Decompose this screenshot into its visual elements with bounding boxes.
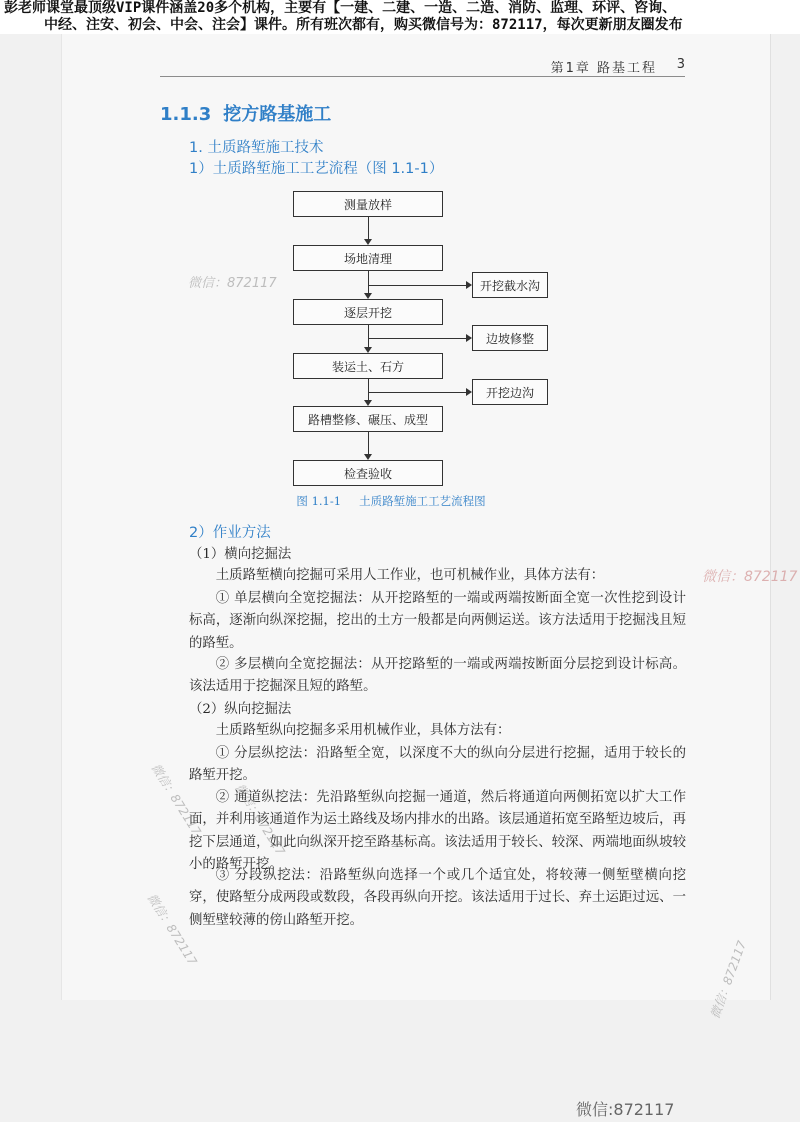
section-title: 挖方路基施工 <box>223 104 332 125</box>
subsection-heading: 1. 土质路堑施工技术 <box>189 140 324 156</box>
ad-banner <box>0 0 800 34</box>
flow-arrow <box>466 334 472 342</box>
flow-arrow <box>364 347 372 353</box>
flow-connector <box>368 217 369 239</box>
flow-step: 路槽整修、碾压、成型 <box>293 406 443 432</box>
flow-arrow <box>364 400 372 406</box>
flow-step: 场地清理 <box>293 245 443 271</box>
flow-side-step: 边坡修整 <box>472 325 548 351</box>
watermark: 微信：872117 <box>144 891 200 968</box>
flow-step: 测量放样 <box>293 191 443 217</box>
watermark: 微信：872117 <box>148 761 204 838</box>
flow-arrow <box>466 388 472 396</box>
page-number: 3 <box>676 57 685 72</box>
watermark: 微信：872117 <box>707 938 750 1021</box>
running-header <box>160 56 685 77</box>
flow-step: 检查验收 <box>293 460 443 486</box>
figure-title: 土质路堑施工工艺流程图 <box>359 494 486 508</box>
flow-arrow <box>364 454 372 460</box>
flow-arrow <box>466 281 472 289</box>
subsection-heading: 2）作业方法 <box>189 525 271 541</box>
watermark: 微信：872117 <box>702 569 798 585</box>
flow-connector <box>368 379 369 400</box>
paragraph: ② 多层横向全宽挖掘法：从开挖路堑的一端或两端按断面分层挖到设计标高。该法适用于挖掘深且短的路堑。 <box>189 657 686 695</box>
section-heading <box>160 100 331 126</box>
paragraph: ③ 分段纵挖法：沿路堑纵向选择一个或几个适宜处，将较薄一侧堑壁横向挖穿，使路堑分成两段或数段，各段再纵向开挖。该法适用于过长、弃土运距过远、一侧堑壁较薄的傍山路堑开挖。 <box>189 868 686 928</box>
flow-side-step: 开挖截水沟 <box>472 272 548 298</box>
figure-number: 图 1.1-1 <box>296 494 342 508</box>
flow-connector <box>368 432 369 454</box>
method-heading: （1）横向挖掘法 <box>189 547 292 562</box>
paragraph: ① 单层横向全宽挖掘法：从开挖路堑的一端或两端按断面全宽一次性挖到设计标高，逐渐向纵深挖掘，挖出的土方一般都是向两侧运送。该方法适用于挖掘浅且短的路堑。 <box>189 591 686 651</box>
watermark: 微信：872117 <box>188 276 277 291</box>
subsection-heading: 1）土质路堑施工工艺流程（图 1.1-1） <box>189 161 444 177</box>
flow-branch <box>368 285 468 286</box>
flow-arrow <box>364 239 372 245</box>
paragraph: 土质路堑横向挖掘可采用人工作业，也可机械作业，具体方法有： <box>215 568 605 583</box>
paragraph: 土质路堑纵向挖掘多采用机械作业，具体方法有： <box>215 723 511 738</box>
flow-connector <box>368 325 369 347</box>
ad-banner-line-1: 彭老师课堂最顶级VIP课件涵盖20多个机构，主要有【一建、二建、一造、二造、消防、监理、环评、咨询、 <box>4 0 677 16</box>
flow-branch <box>368 338 468 339</box>
flow-step: 装运土、石方 <box>293 353 443 379</box>
figure-caption <box>0 493 800 509</box>
chapter-title: 第1章 路基工程 <box>550 61 657 76</box>
paragraph: ① 分层纵挖法：沿路堑全宽，以深度不大的纵向分层进行挖掘，适用于较长的路堑开挖。 <box>189 746 686 784</box>
section-number: 1.1.3 <box>160 104 212 125</box>
footer-watermark: 微信:872117 <box>576 1100 675 1119</box>
ad-banner-line-2: 中经、注安、初会、中会、注会】课件。所有班次都有，购买微信号为：872117，每次更新朋友圈发布 <box>44 17 683 33</box>
flow-side-step: 开挖边沟 <box>472 379 548 405</box>
flow-connector <box>368 271 369 293</box>
flow-arrow <box>364 293 372 299</box>
flow-step: 逐层开挖 <box>293 299 443 325</box>
flow-branch <box>368 392 468 393</box>
method-heading: （2）纵向挖掘法 <box>189 702 292 717</box>
watermark: 微信：872117 <box>232 781 288 858</box>
paragraph: ② 通道纵挖法：先沿路堑纵向挖掘一通道，然后将通道向两侧拓宽以扩大工作面，并利用该通道作为运土路线及场内排水的出路。该层通道拓宽至路堑边坡后，再挖下层通道，如此向纵深开挖至路基标高。该法适用于较长、较深、两端地面纵坡较小的路堑开挖。 <box>189 790 686 872</box>
